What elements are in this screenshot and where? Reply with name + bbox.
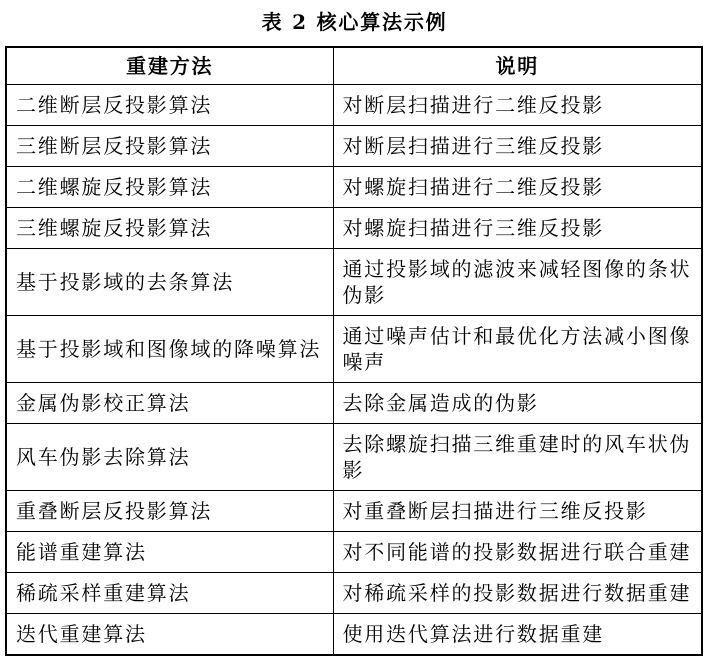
description-cell: 对断层扫描进行二维反投影 bbox=[333, 85, 702, 126]
description-cell: 对断层扫描进行三维反投影 bbox=[333, 126, 702, 167]
description-cell: 对不同能谱的投影数据进行联合重建 bbox=[333, 532, 702, 573]
method-cell: 金属伪影校正算法 bbox=[6, 383, 333, 424]
table-body bbox=[6, 85, 702, 656]
description-cell: 对稀疏采样的投影数据进行数据重建 bbox=[333, 573, 702, 614]
method-cell: 重叠断层反投影算法 bbox=[6, 491, 333, 532]
table-row bbox=[6, 316, 702, 383]
method-cell: 基于投影域和图像域的降噪算法 bbox=[6, 316, 333, 383]
table-title: 表 2 核心算法示例 bbox=[261, 10, 448, 34]
description-cell: 去除金属造成的伪影 bbox=[333, 383, 702, 424]
table-row bbox=[6, 424, 702, 491]
header-method: 重建方法 bbox=[6, 47, 333, 85]
table-row bbox=[6, 383, 702, 424]
table-row bbox=[6, 85, 702, 126]
table-row bbox=[6, 208, 702, 249]
table-row bbox=[6, 491, 702, 532]
table-row bbox=[6, 573, 702, 614]
method-cell: 二维断层反投影算法 bbox=[6, 85, 333, 126]
method-cell: 二维螺旋反投影算法 bbox=[6, 167, 333, 208]
method-cell: 三维断层反投影算法 bbox=[6, 126, 333, 167]
method-cell: 基于投影域的去条算法 bbox=[6, 249, 333, 316]
method-cell: 能谱重建算法 bbox=[6, 532, 333, 573]
description-cell: 对螺旋扫描进行三维反投影 bbox=[333, 208, 702, 249]
table-row bbox=[6, 249, 702, 316]
method-cell: 三维螺旋反投影算法 bbox=[6, 208, 333, 249]
method-cell: 迭代重建算法 bbox=[6, 614, 333, 656]
method-cell: 稀疏采样重建算法 bbox=[6, 573, 333, 614]
table-header-row bbox=[6, 47, 702, 85]
description-cell: 去除螺旋扫描三维重建时的风车状伪影 bbox=[333, 424, 702, 491]
method-cell: 风车伪影去除算法 bbox=[6, 424, 333, 491]
table-row bbox=[6, 614, 702, 656]
description-cell: 对螺旋扫描进行二维反投影 bbox=[333, 167, 702, 208]
table-row bbox=[6, 126, 702, 167]
table-row bbox=[6, 532, 702, 573]
description-cell: 通过噪声估计和最优化方法减小图像噪声 bbox=[333, 316, 702, 383]
algorithm-table bbox=[5, 46, 703, 656]
description-cell: 使用迭代算法进行数据重建 bbox=[333, 614, 702, 656]
description-cell: 通过投影域的滤波来减轻图像的条状伪影 bbox=[333, 249, 702, 316]
description-cell: 对重叠断层扫描进行三维反投影 bbox=[333, 491, 702, 532]
header-description: 说明 bbox=[333, 47, 702, 85]
table-row bbox=[6, 167, 702, 208]
